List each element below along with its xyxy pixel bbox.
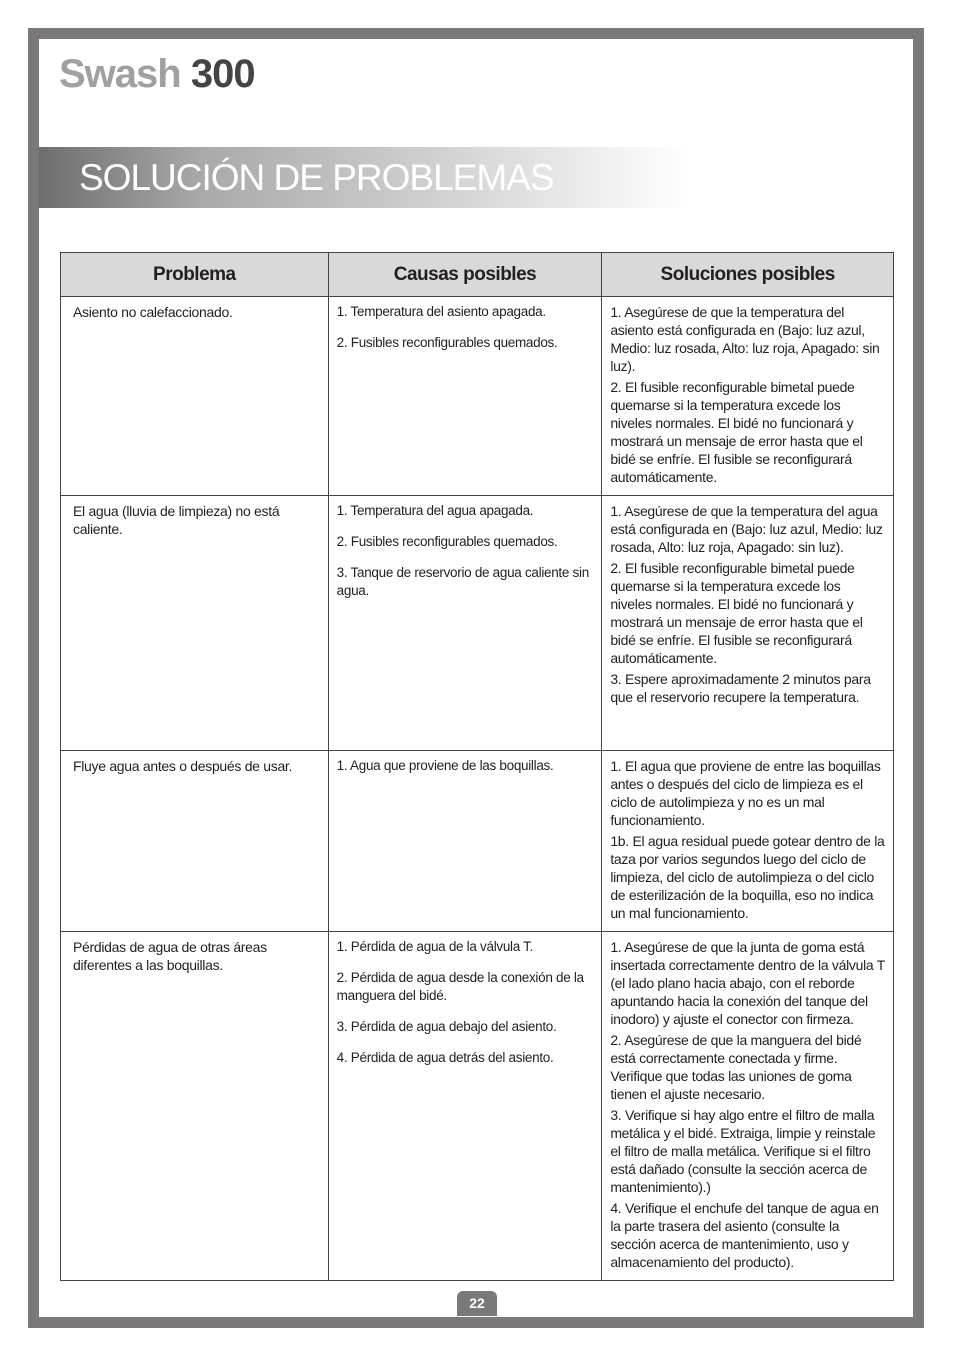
- solutions-cell: 1. Asegúrese de que la temperatura del agua está configurada en (Bajo: luz azul, Medio: luz rosada, Alto: luz roja, Apagado: sin luz). 2. El fusible reconfigurable bimetal puede quemarse si la temperatura excede los niveles normales. El bidé no funcionará y mostrará un mensaje de error hasta que el bidé se enfríe. El fusible se reconfigurará automáticamente. 3. Espere aproximadamente 2 minutos para que el reservorio recupere la temperatura.: [602, 496, 894, 751]
- table-row: [61, 297, 894, 496]
- table-row: [61, 751, 894, 932]
- page-number: 22: [457, 1291, 497, 1316]
- problem-cell: Fluye agua antes o después de usar.: [61, 751, 329, 932]
- causes-cell: 1. Temperatura del asiento apagada. 2. Fusibles reconfigurables quemados.: [328, 297, 602, 496]
- table-header: [61, 253, 894, 297]
- problem-cell: Pérdidas de agua de otras áreas diferentes a las boquillas.: [61, 932, 329, 1281]
- causes-cell: 1. Pérdida de agua de la válvula T. 2. Pérdida de agua desde la conexión de la manguera del bidé. 3. Pérdida de agua debajo del asiento. 4. Pérdida de agua detrás del asiento.: [328, 932, 602, 1281]
- problem-cell: El agua (lluvia de limpieza) no está caliente.: [61, 496, 329, 751]
- troubleshooting-table: [60, 252, 894, 1281]
- section-banner: [39, 147, 689, 208]
- header-causes: Causas posibles: [328, 253, 602, 297]
- table-row: [61, 932, 894, 1281]
- causes-cell: 1. Temperatura del agua apagada. 2. Fusibles reconfigurables quemados. 3. Tanque de reservorio de agua caliente sin agua.: [328, 496, 602, 751]
- solutions-cell: 1. Asegúrese de que la junta de goma está insertada correctamente dentro de la válvula T (el lado plano hacia abajo, con el reborde apuntando hacia la conexión del tanque del inodoro) y ajuste el conector con firmeza. 2. Asegúrese de que la manguera del bidé está correctamente conectada y firme. Verifique que todas las uniones de goma tienen el ajuste necesario. 3. Verifique si hay algo entre el filtro de malla metálica y el bidé. Extraiga, limpie y reinstale el filtro de malla metálica. Verifique si el filtro está dañado (consulte la sección acerca de mantenimiento).) 4. Verifique el enchufe del tanque de agua en la parte trasera del asiento (consulte la sección acerca de mantenimiento, uso y almacenamiento del producto).: [602, 932, 894, 1281]
- table-row: [61, 496, 894, 751]
- brand-logo: Swash 300: [59, 52, 255, 96]
- solutions-cell: 1. Asegúrese de que la temperatura del asiento está configurada en (Bajo: luz azul, Medio: luz rosada, Alto: luz roja, Apagado: sin luz). 2. El fusible reconfigurable bimetal puede quemarse si la temperatura excede los niveles normales. El bidé no funcionará y mostrará un mensaje de error hasta que el bidé se enfríe. El fusible se reconfigurará automáticamente.: [602, 297, 894, 496]
- header-problem: Problema: [61, 253, 329, 297]
- header-solutions: Soluciones posibles: [602, 253, 894, 297]
- solutions-cell: 1. El agua que proviene de entre las boquillas antes o después del ciclo de limpieza es el ciclo de autolimpieza y no es un mal funcionamiento. 1b. El agua residual puede gotear dentro de la taza por varios segundos luego del ciclo de limpieza, del ciclo de autolimpieza o del ciclo de esterilización de la boquilla, eso no indica un mal funcionamiento.: [602, 751, 894, 932]
- section-title: SOLUCIÓN DE PROBLEMAS: [79, 157, 554, 198]
- causes-cell: 1. Agua que proviene de las boquillas.: [328, 751, 602, 932]
- problem-cell: Asiento no calefaccionado.: [61, 297, 329, 496]
